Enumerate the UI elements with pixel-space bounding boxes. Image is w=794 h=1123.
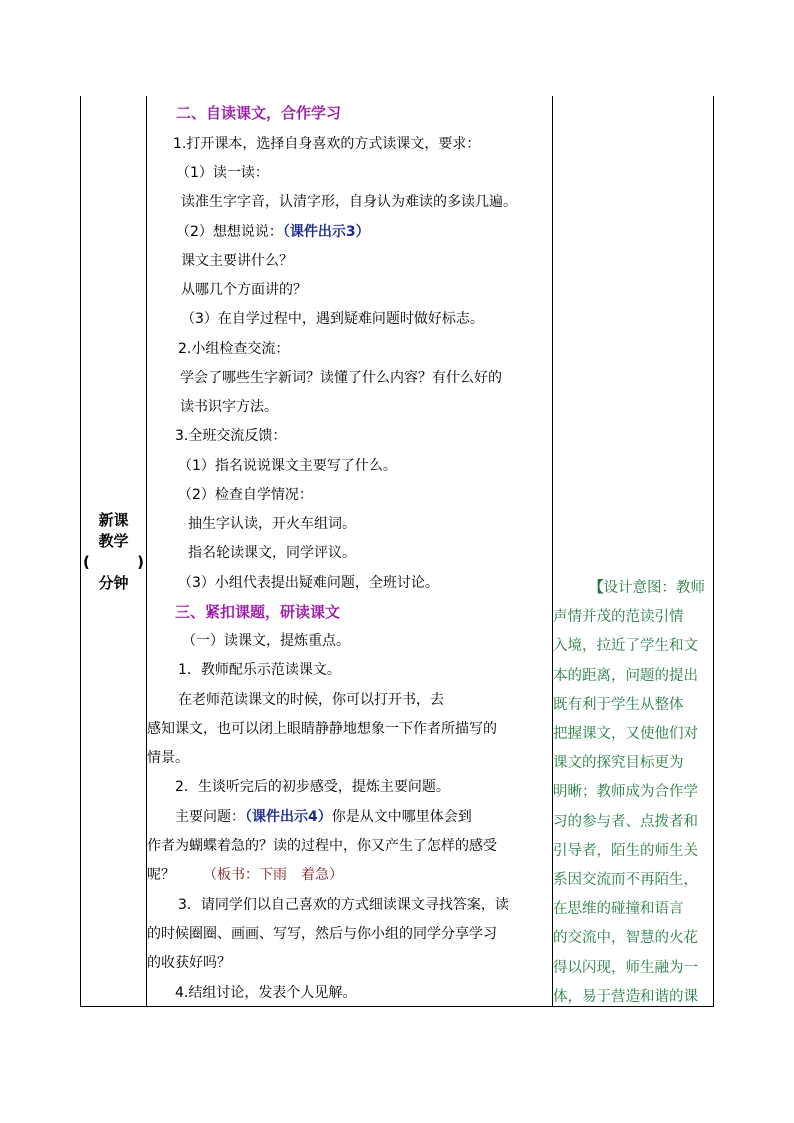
design-line: 的交流中，智慧的火花 bbox=[553, 930, 698, 947]
design-line: 习的参与者、点拨者和 bbox=[553, 813, 698, 830]
s2-line: 1.打开课本，选择自身喜欢的方式读课文，要求： bbox=[173, 136, 481, 152]
design-line: 既有利于学生从整体 bbox=[553, 696, 684, 713]
design-line: 本的距离，问题的提出 bbox=[553, 667, 698, 684]
s3-line: 感知课文，也可以闭上眼睛静静地想象一下作者所描写的 bbox=[147, 721, 497, 737]
s2-line: （1）指名说说课文主要写了什么。 bbox=[178, 458, 397, 474]
stage-label-line1: 新课 bbox=[98, 511, 129, 529]
s2-line: （2）检查自学情况： bbox=[178, 487, 313, 503]
stage-label-minutes: 分钟 bbox=[98, 574, 129, 592]
s3-line: 的时候圈圈、画画、写写，然后与你小组的同学分享学习 bbox=[147, 926, 497, 942]
s2-line: 学会了哪些生字新词？读懂了什么内容？有什么好的 bbox=[180, 370, 502, 386]
section3-heading: 三、紧扣课题，研读课文 bbox=[175, 603, 341, 621]
stage-label-line2: 教学 bbox=[98, 532, 129, 550]
design-line: 声情并茂的范读引情 bbox=[553, 609, 684, 626]
courseware-ref-3: （课件出示3） bbox=[282, 224, 370, 240]
s2-line: 课文主要讲什么？ bbox=[181, 253, 293, 269]
design-line: 引导者，陌生的师生关 bbox=[553, 842, 698, 859]
design-line: 课文的探究目标更为 bbox=[553, 755, 684, 772]
design-line: 得以闪现，师生融为一 bbox=[553, 959, 698, 976]
s3-line: （一）读课文，提炼重点。 bbox=[182, 633, 350, 649]
s3-line: 4.结组讨论，发表个人见解。 bbox=[175, 985, 357, 1001]
design-line: 把握课文，又使他们对 bbox=[553, 726, 698, 743]
s2-line: （1）读一读： bbox=[176, 165, 269, 181]
s2-line: 抽生字认读，开火车组词。 bbox=[188, 516, 356, 532]
design-line: 入境，拉近了学生和文 bbox=[553, 638, 698, 655]
s3-line: 主要问题：（课件出示4）你是从文中哪里体会到 bbox=[175, 809, 472, 825]
s3-line: 1．教师配乐示范读课文。 bbox=[178, 662, 341, 678]
s3-line: 呢？ （板书：下雨 着急） bbox=[147, 867, 343, 883]
s2-line: 3.全班交流反馈： bbox=[175, 428, 287, 444]
minutes-blank: ( ) bbox=[83, 553, 144, 571]
s2-line: 指名轮读课文，同学评议。 bbox=[188, 545, 356, 561]
courseware-ref-4: （课件出示4） bbox=[245, 809, 332, 825]
section2-heading: 二、自读课文，合作学习 bbox=[176, 104, 342, 122]
design-intent-cell: 【设计意图：教师 声情并茂的范读引情 入境，拉近了学生和文 本的距离，问题的提出 既有利于学生从整体 把握课文，又使他们对 课文的探究目标更为 明晰；教师成为合作学 习的参与者、点拨者和 引导者，陌生的师生关 系因交流而不再陌生， 在思维的碰撞和语言 的交流中，智慧的火花 得以闪现，师生融为一 体，易于营造和谐的课 bbox=[553, 574, 713, 1012]
table-border-right bbox=[713, 96, 714, 1007]
bracket-icon: 【 bbox=[589, 580, 604, 596]
design-line: 明晰；教师成为合作学 bbox=[553, 784, 698, 801]
s2-line: 2.小组检查交流： bbox=[178, 341, 290, 357]
s2-line: （2）想想说说：（课件出示3） bbox=[176, 224, 370, 240]
s2-line: 从哪几个方面讲的？ bbox=[181, 282, 307, 298]
design-line: 体，易于营造和谐的课 bbox=[553, 988, 698, 1005]
blackboard-note: （板书：下雨 着急） bbox=[203, 867, 343, 883]
s2-line: 读准生字字音，认清字形，自身认为难读的多读几遍。 bbox=[181, 194, 517, 210]
s2-line: （3）在自学过程中，遇到疑难问题时做好标志。 bbox=[181, 311, 484, 327]
design-line: 系因交流而不再陌生， bbox=[553, 872, 698, 889]
s3-line: 情景。 bbox=[147, 750, 189, 766]
s3-line: 的收获好吗？ bbox=[147, 955, 231, 971]
s3-line: 3．请同学们以自己喜欢的方式细读课文寻找答案，读 bbox=[178, 897, 509, 913]
s3-line: 2．生谈听完后的初步感受，提炼主要问题。 bbox=[175, 779, 450, 795]
stage-label-cell bbox=[81, 510, 146, 594]
s3-line: 作者为蝴蝶着急的？读的过程中，你又产生了怎样的感受 bbox=[147, 838, 497, 854]
s2-line: 读书识字方法。 bbox=[180, 399, 278, 415]
design-line: 在思维的碰撞和语言 bbox=[553, 901, 684, 918]
s3-line: 在老师范读课文的时候，你可以打开书，去 bbox=[178, 692, 444, 708]
s2-line: （3）小组代表提出疑难问题，全班讨论。 bbox=[178, 575, 439, 591]
